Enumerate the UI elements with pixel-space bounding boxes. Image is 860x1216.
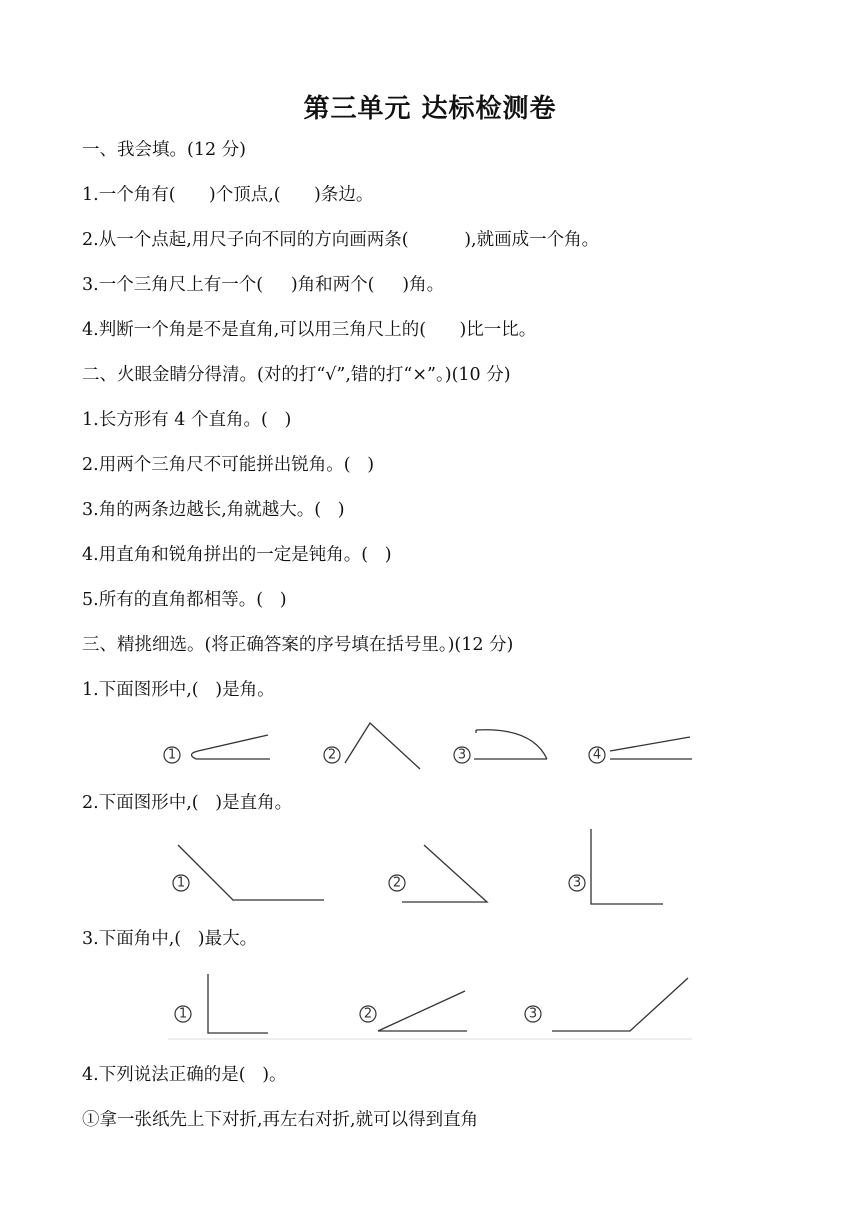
question-text: 1.下面图形中,( )是角。	[82, 680, 275, 700]
svg-text:1: 1	[178, 1006, 188, 1022]
svg-text:2: 2	[392, 875, 402, 891]
question-option-text: ①拿一张纸先上下对折,再左右对折,就可以得到直角	[82, 1110, 479, 1130]
svg-text:4: 4	[592, 747, 602, 763]
option-4-shape	[589, 737, 692, 763]
question-text: 4.下列说法正确的是( )。	[82, 1065, 287, 1085]
question-text: 4.用直角和锐角拼出的一定是钝角。( )	[82, 545, 392, 565]
question-text: 1.一个角有( )个顶点,( )条边。	[82, 185, 374, 205]
svg-text:3: 3	[457, 747, 467, 763]
svg-text:1: 1	[176, 875, 186, 891]
svg-text:2: 2	[327, 747, 337, 763]
option-3-shape	[525, 978, 688, 1031]
angle-options-figure-2	[0, 825, 860, 910]
section-2-heading: 二、火眼金睛分得清。(对的打“√”,错的打“×”。)(10 分)	[82, 365, 511, 385]
option-3-shape	[454, 730, 547, 763]
question-text: 2.用两个三角尺不可能拼出锐角。( )	[82, 455, 375, 475]
option-1-shape	[164, 735, 270, 763]
question-text: 2.下面图形中,( )是直角。	[82, 793, 293, 813]
option-2-shape	[360, 991, 467, 1031]
option-2-shape	[324, 723, 420, 769]
question-text: 1.长方形有 4 个直角。( )	[82, 410, 292, 430]
question-text: 3.一个三角尺上有一个( )角和两个( )角。	[82, 275, 445, 295]
option-1-shape	[173, 845, 324, 900]
question-text: 2.从一个点起,用尺子向不同的方向画两条( ),就画成一个角。	[82, 230, 600, 250]
svg-text:1: 1	[167, 747, 177, 763]
page-title: 第三单元 达标检测卷	[303, 94, 557, 124]
question-text: 5.所有的直角都相等。( )	[82, 590, 287, 610]
svg-text:3: 3	[528, 1006, 538, 1022]
section-1-heading: 一、我会填。(12 分)	[82, 140, 246, 160]
option-1-shape	[175, 974, 268, 1033]
question-text: 3.角的两条边越长,角就越大。( )	[82, 500, 345, 520]
svg-text:3: 3	[572, 875, 582, 891]
section-3-heading: 三、精挑细选。(将正确答案的序号填在括号里。)(12 分)	[82, 635, 514, 655]
option-2-shape	[389, 845, 487, 902]
option-3-shape	[569, 829, 663, 904]
angle-options-figure-3	[0, 968, 860, 1043]
question-text: 4.判断一个角是不是直角,可以用三角尺上的( )比一比。	[82, 320, 537, 340]
svg-text:2: 2	[363, 1006, 373, 1022]
angle-options-figure-1	[0, 715, 860, 775]
question-text: 3.下面角中,( )最大。	[82, 929, 258, 949]
